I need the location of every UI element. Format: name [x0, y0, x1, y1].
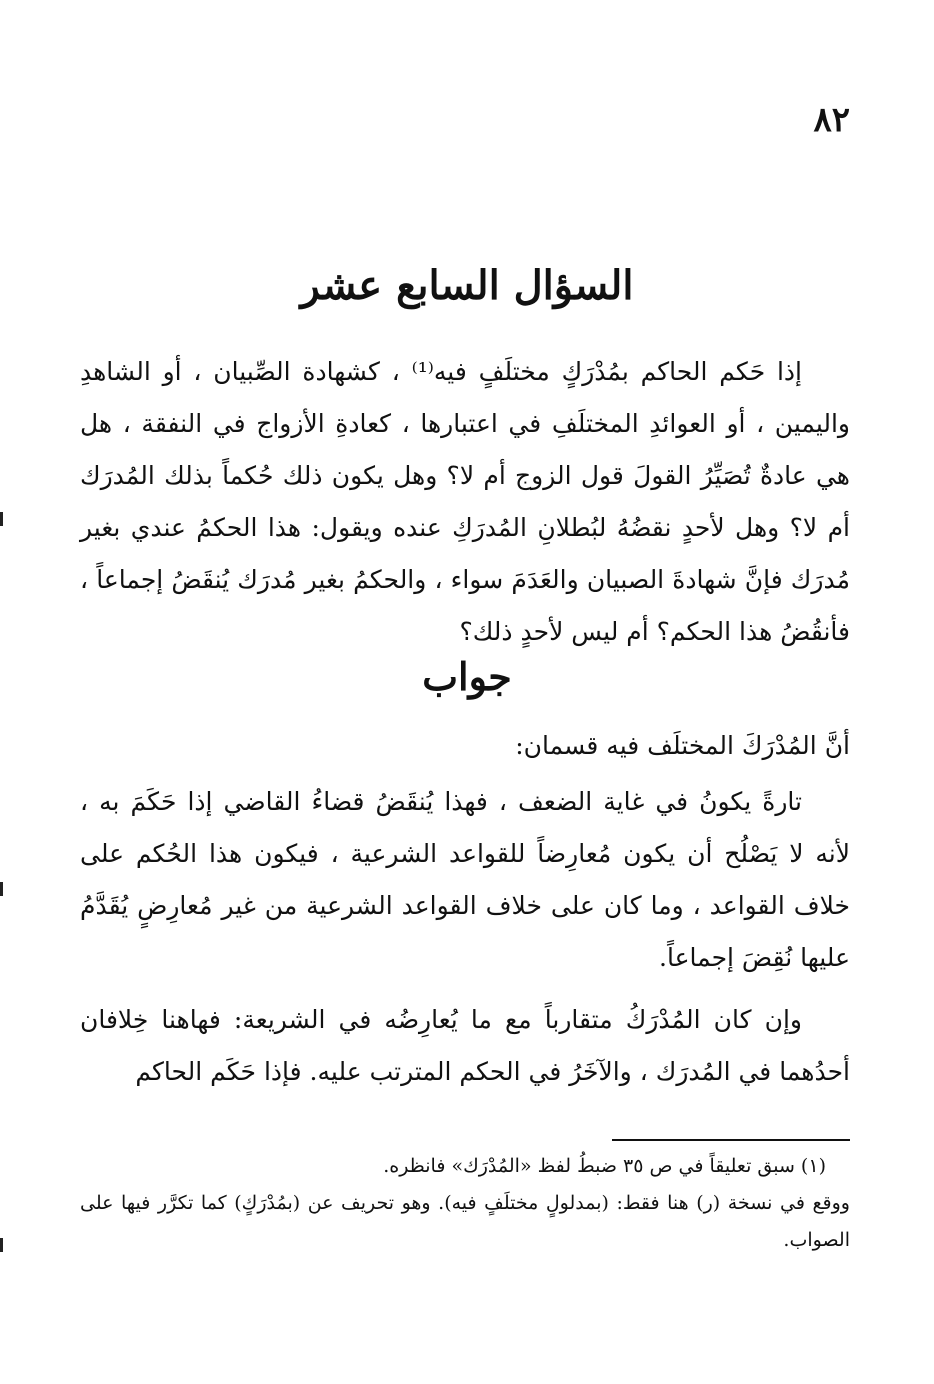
answer-intro: أنَّ المُدْرَكَ المختلَف فيه قسمان:: [515, 731, 850, 760]
question-text: [80, 346, 850, 658]
answer-part-2: [80, 994, 850, 1098]
answer-paragraph-1: تارةً يكونُ في غاية الضعف ، فهذا يُنقَضُ قضاءُ القاضي إذا حَكَمَ به ، لأنه لا يَصْلُح أن يكون مُعارِضاً للقواعد الشرعية ، فيكون هذا الحُكم على خلاف القواعد ، وما كان على خلاف القواعد الشرعية من غير مُعارِضٍ يُقَدَّمُ عليها نُقِضَ إجماعاً.: [80, 787, 850, 972]
answer-intro-block: [80, 720, 850, 772]
footnote-1: (١) سبق تعليقاً في ص ٣٥ ضبطُ لفظ «المُدْرَك» فانظره.: [383, 1155, 826, 1177]
question-paragraph: إذا حَكم الحاكم بمُدْرَكٍ مختلَفٍ فيه⁽¹⁾ ، كشهادة الصِّبيان ، أو الشاهدِ واليمين ، أو العوائدِ المختلَفِ في اعتبارها ، كعادةِ الأزواج في النفقة ، هل هي عادةٌ تُصَيِّرُ القولَ قول الزوج أم لا؟ وهل يكون ذلك حُكماً بذلك المُدرَك أم لا؟ وهل لأحدٍ نقضُهُ لبُطلانِ المُدرَكِ عنده ويقول: هذا الحكمُ عندي بغير مُدرَك فإنَّ شهادةَ الصبيان والعَدَمَ سواء ، والحكمُ بغير مُدرَك يُنقَضُ إجماعاً ، فأنقُضُ هذا الحكم؟ أم ليس لأحدٍ ذلك؟: [80, 357, 850, 646]
footnote-2: ووقع في نسخة (ر) هنا فقط: (بمدلولٍ مختلَفٍ فيه). وهو تحريف عن (بمُدْرَكٍ) كما تكرَّر فيها على الصواب.: [80, 1192, 850, 1251]
scan-edge-mark: [0, 512, 3, 526]
footnotes: [80, 1148, 850, 1259]
answer-part-1: [80, 776, 850, 984]
footnote-separator: [612, 1139, 850, 1141]
answer-heading: جواب: [422, 654, 512, 699]
answer-paragraph-2: وإن كان المُدْرَكُ متقارباً مع ما يُعارِضُه في الشريعة: فهاهنا خِلافان أحدُهما في المُدرَك ، والآخَرُ في الحكم المترتب عليه. فإذا حَكَم الحاكم: [80, 1005, 850, 1086]
scan-edge-mark: [0, 882, 3, 896]
page-number: ٨٢: [813, 100, 850, 140]
scan-edge-mark: [0, 1238, 3, 1252]
question-heading: السؤال السابع عشر: [300, 262, 634, 309]
